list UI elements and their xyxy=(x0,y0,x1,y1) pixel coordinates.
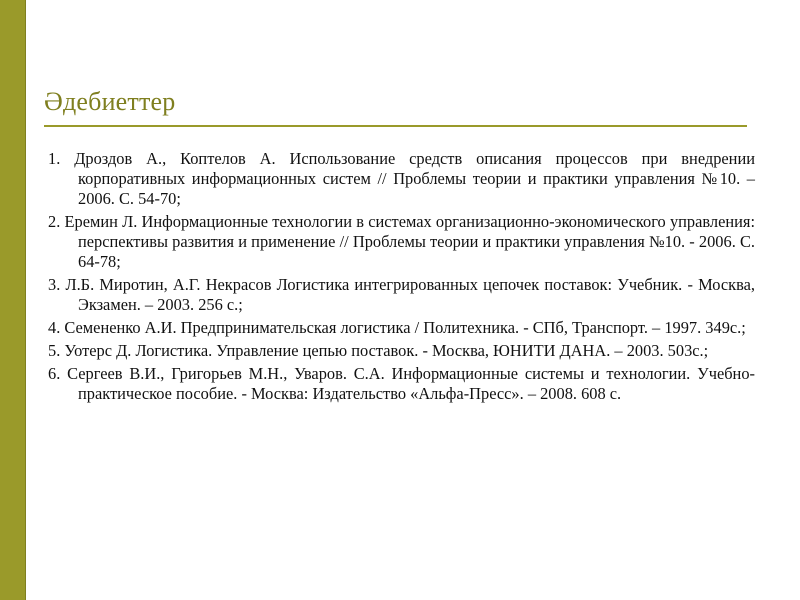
reference-item-5: 5. Уотерс Д. Логистика. Управление цепью поставок. - Москва, ЮНИТИ ДАНА. – 2003. 503с.; xyxy=(48,341,709,360)
title-divider xyxy=(44,125,747,127)
references-list xyxy=(48,149,755,407)
reference-item-2: 2. Еремин Л. Информационные технологии в системах организационно-экономического управления: перспективы развития и применение // Проблемы теории и практики управления №10. - 2006. С. 64-78; xyxy=(48,212,755,271)
reference-item-1: 1. Дроздов А., Коптелов А. Использование средств описания процессов при внедрении корпоративных информационных систем // Проблемы теории и практики управления №10. – 2006. С. 54-70; xyxy=(48,149,755,208)
reference-item-3: 3. Л.Б. Миротин, А.Г. Некрасов Логистика интегрированных цепочек поставок: Учебник. - Москва, Экзамен. – 2003. 256 с.; xyxy=(48,275,755,314)
reference-item-4: 4. Семененко А.И. Предпринимательская логистика / Политехника. - СПб, Транспорт. – 1997. 349с.; xyxy=(48,318,746,337)
slide-title: Әдебиеттер xyxy=(44,87,176,116)
reference-item-6: 6. Сергеев В.И., Григорьев М.Н., Уваров. С.А. Информационные системы и технологии. Учебно-практическое пособие. - Москва: Издательство «Альфа-Пресс». – 2008. 608 с. xyxy=(48,364,755,403)
decorative-left-bar xyxy=(0,0,26,600)
